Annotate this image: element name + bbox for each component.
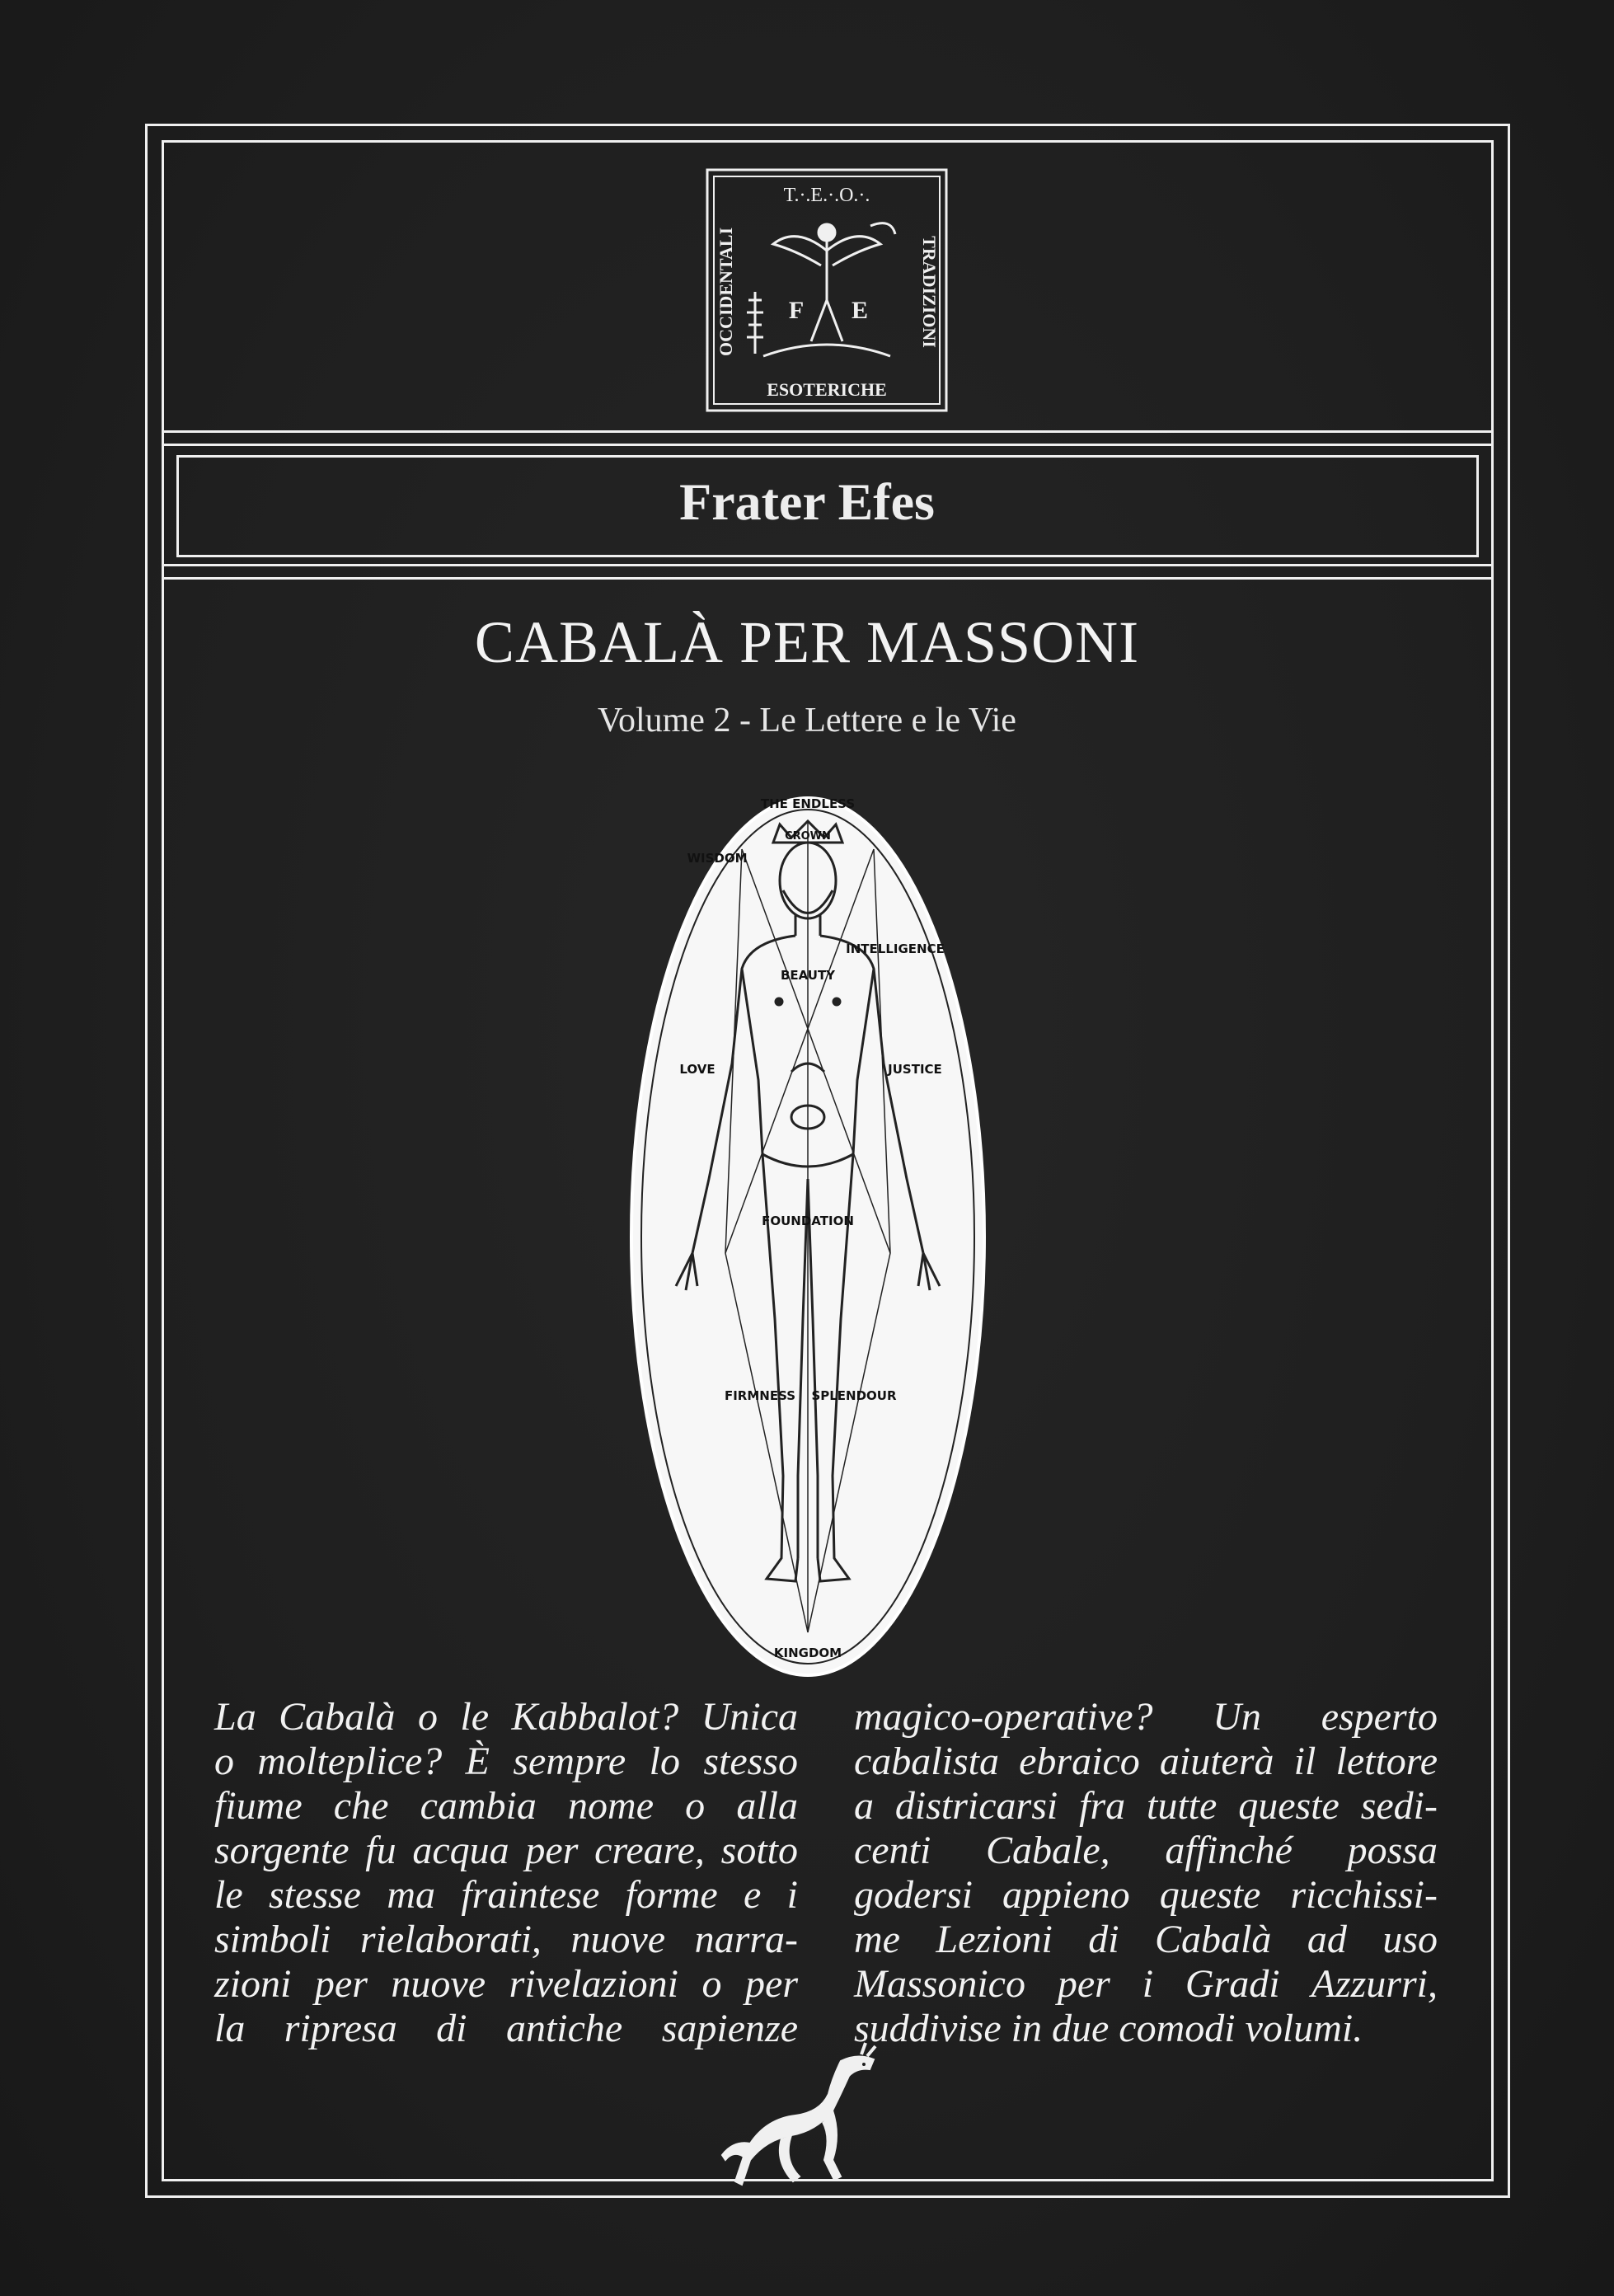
emblem-letter-f: F xyxy=(788,297,805,324)
blurb-line: le stesse ma fraintese forme e i xyxy=(214,1873,798,1917)
label-beauty: BEAUTY xyxy=(780,968,836,983)
book-subtitle: Volume 2 - Le Lettere e le Vie xyxy=(598,702,1016,740)
label-crown: CROWN xyxy=(785,830,831,843)
kabbalistic-figure-illustration xyxy=(626,791,989,1682)
emblem-left-text: OCCIDENTALI xyxy=(716,227,736,357)
emblem-letter-e: E xyxy=(851,297,869,324)
emblem-right-text: TRADIZIONI xyxy=(919,236,940,348)
book-title: CABALÀ PER MASSONI xyxy=(474,609,1140,675)
blurb-line: La Cabalà o le Kabbalot? Unica xyxy=(214,1695,798,1739)
blurb-line: suddivise in due comodi volumi. xyxy=(854,2007,1363,2050)
separator-top-1 xyxy=(162,430,1491,433)
blurb-line: a districarsi fra tutte queste sedi- xyxy=(854,1784,1438,1828)
separator-top-2 xyxy=(162,444,1491,446)
blurb-line: me Lezioni di Cabalà ad uso xyxy=(854,1918,1438,1961)
emblem-figure-icon xyxy=(747,223,895,356)
blurb-line: godersi appieno queste ricchissi- xyxy=(854,1873,1438,1917)
blurb-line: o molteplice? È sempre lo stesso xyxy=(214,1740,798,1783)
emblem-bottom-text: ESOTERICHE xyxy=(767,379,887,400)
blurb-line: magico-operative? Un esperto xyxy=(854,1695,1438,1739)
label-splendour: SPLENDOUR xyxy=(811,1388,897,1403)
blurb-line: fiume che cambia nome o alla xyxy=(214,1784,798,1828)
label-the-endless: THE ENDLESS xyxy=(760,796,856,811)
blurb-left-column xyxy=(214,1695,798,2051)
label-kingdom: KINGDOM xyxy=(773,1646,842,1660)
emblem-top-text: T.·.E.·.O.·. xyxy=(783,185,870,206)
author-name: Frater Efes xyxy=(679,472,935,531)
deer-logo-icon xyxy=(717,2036,898,2201)
blurb-right-column xyxy=(854,1695,1438,2051)
label-wisdom: WISDOM xyxy=(687,851,748,866)
blurb-line: simboli rielaborati, nuove narra- xyxy=(214,1918,798,1961)
blurb-line: la ripresa di antiche sapienze xyxy=(214,2007,798,2050)
blurb-line: centi Cabale, affinché possa xyxy=(854,1829,1438,1872)
label-justice: JUSTICE xyxy=(888,1062,942,1077)
label-love: LOVE xyxy=(679,1062,716,1077)
label-foundation: FOUNDATION xyxy=(762,1214,854,1228)
label-intelligence: INTELLIGENCE xyxy=(846,941,945,956)
blurb-line: cabalista ebraico aiuterà il lettore xyxy=(854,1740,1438,1783)
publisher-emblem xyxy=(706,168,948,412)
separator-bottom-2 xyxy=(162,577,1491,580)
label-firmness: FIRMNESS xyxy=(724,1388,796,1403)
separator-bottom-1 xyxy=(162,564,1491,566)
blurb-line: sorgente fu acqua per creare, sotto xyxy=(214,1829,798,1872)
blurb-line: zioni per nuove rivelazioni o per xyxy=(214,1962,798,2006)
blurb-line: Massonico per i Gradi Azzurri, xyxy=(854,1962,1438,2006)
